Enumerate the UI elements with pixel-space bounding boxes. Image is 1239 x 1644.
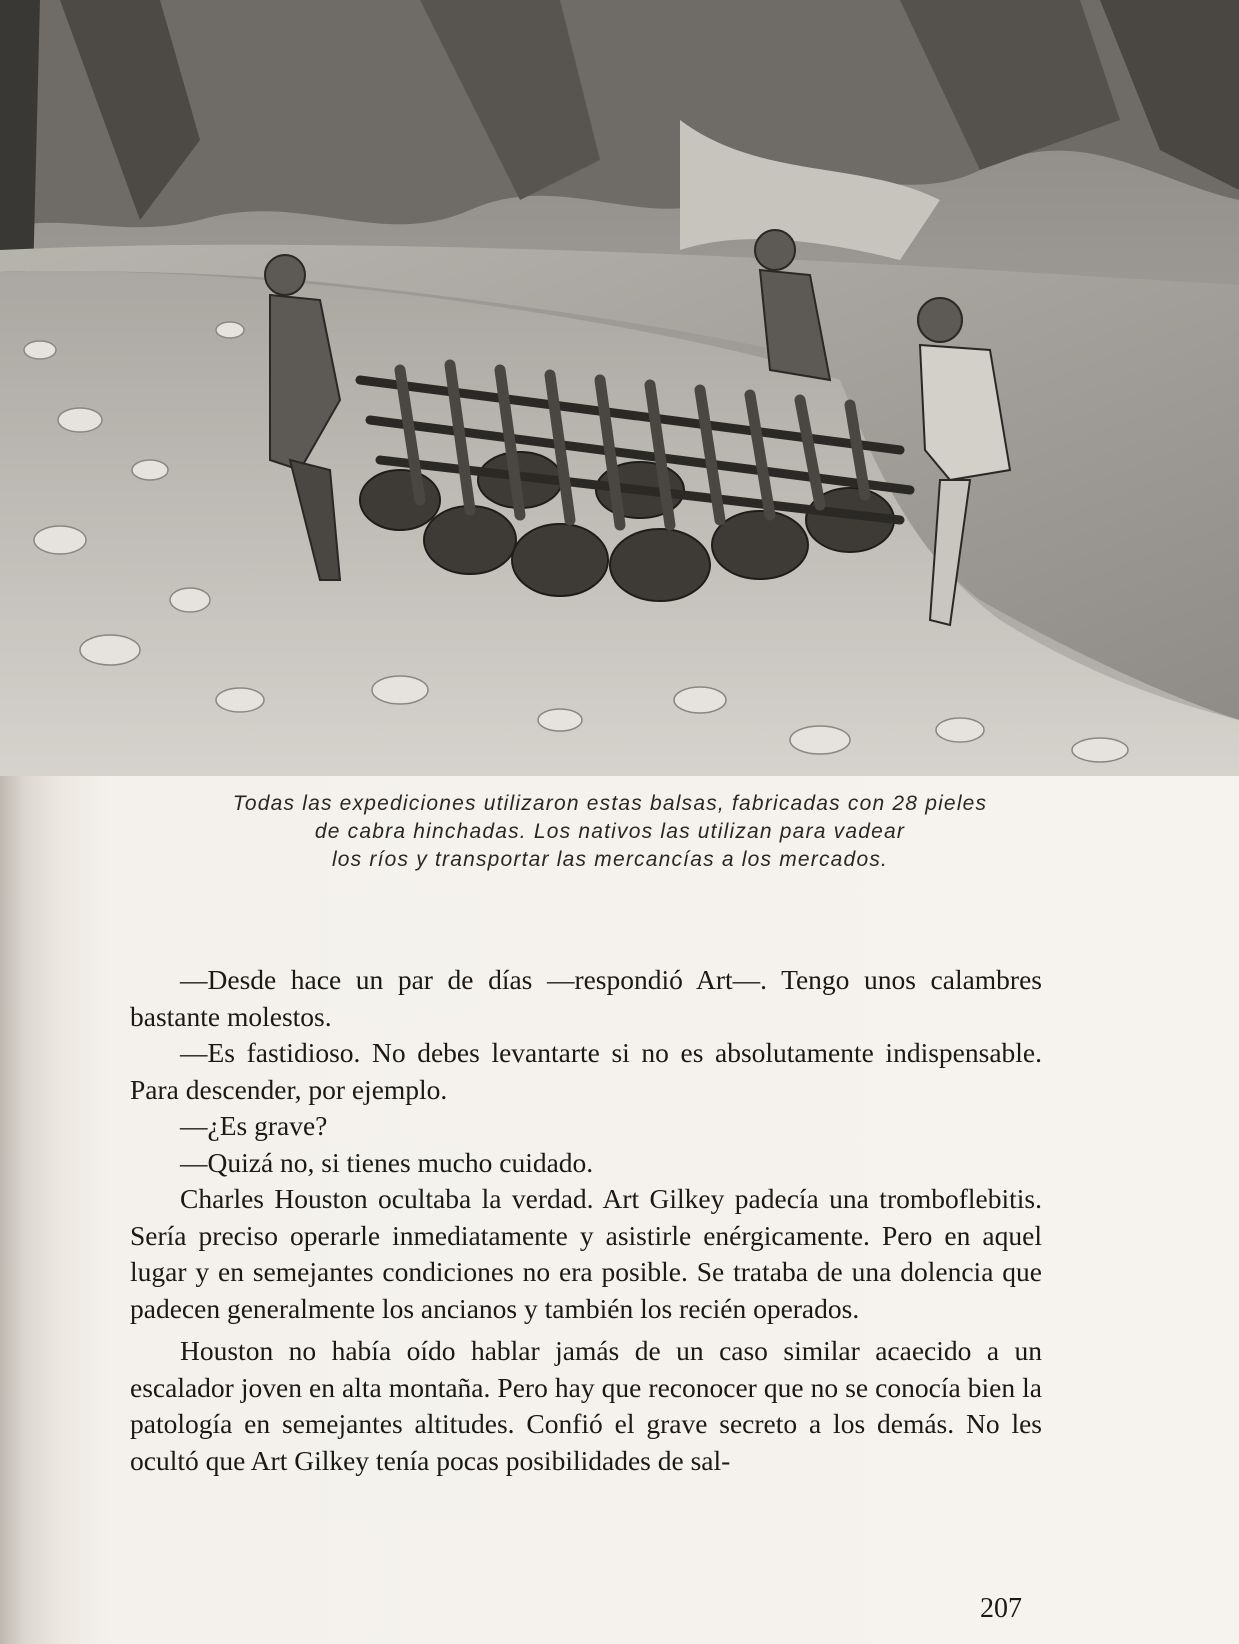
caption-line: de cabra hinchadas. Los nativos las utilizan para vadear [314, 820, 906, 843]
paragraph: —Quizá no, si tienes mucho cuidado. [180, 1146, 594, 1178]
caption-line: los ríos y transportar las mercancías a los mercados. [331, 848, 889, 871]
body-text [130, 962, 1042, 1479]
photo-caption [160, 790, 1060, 874]
raft-photo-illustration [0, 0, 1239, 776]
caption-line: Todas las expediciones utilizaron estas balsas, fabricadas con 28 pieles [232, 792, 988, 815]
paragraph: —¿Es grave? [180, 1110, 328, 1141]
paragraph: —Desde hace un par de días —respondió Art—. Tengo unos calambres bastante molestos. [130, 964, 1042, 1032]
paragraph: Houston no había oído hablar jamás de un caso similar acaecido a un escalador joven en alta montaña. Pero hay que reconocer que no se conocía bien la patología en semejantes altitudes. Confió el grave secreto a los demás. No les ocultó que Art Gilkey tenía pocas posibilidades de sal- [130, 1335, 1042, 1476]
page-number: 207 [980, 1593, 1022, 1624]
paragraph: Charles Houston ocultaba la verdad. Art Gilkey padecía una tromboflebitis. Sería preciso operarle inmediatamente y asistirle enérgicamente. Pero en aquel lugar y en semejantes condiciones no era posible. Se trataba de una dolencia que padecen generalmente los ancianos y también los recién operados. [130, 1183, 1042, 1324]
paragraph: —Es fastidioso. No debes levantarte si no es absolutamente indispensable. Para descender, por ejemplo. [130, 1037, 1042, 1105]
raft-photo [0, 0, 1239, 776]
